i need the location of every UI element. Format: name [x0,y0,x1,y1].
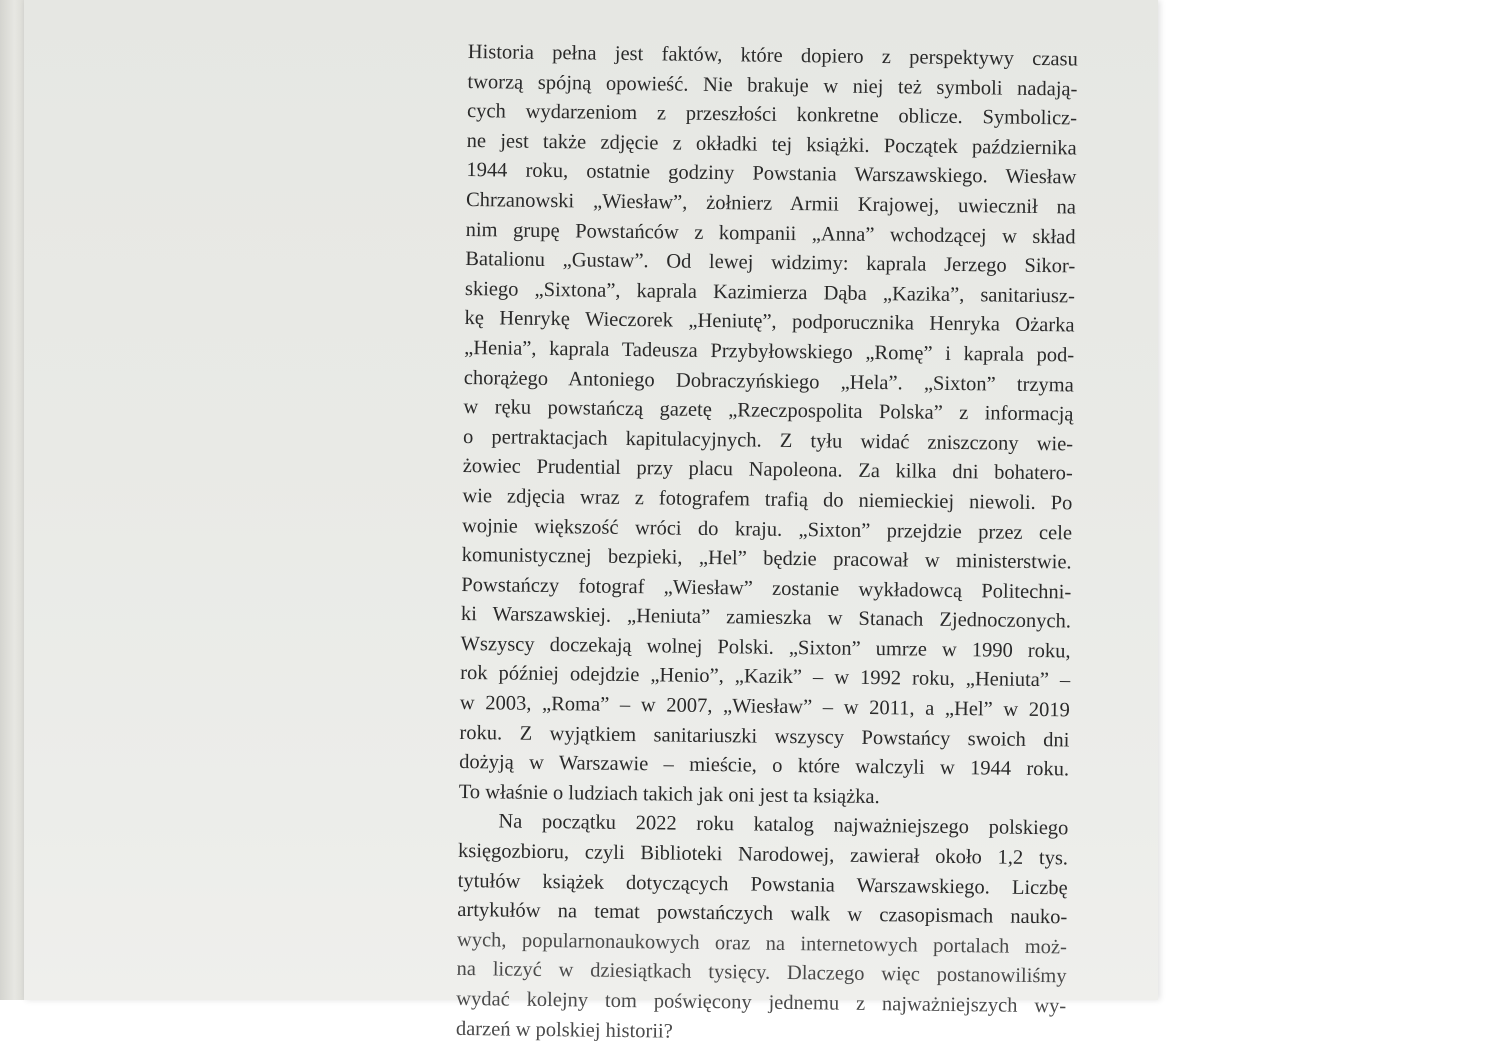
paragraph-2 [456,807,1069,1051]
text-line: roku. Z wyjątkiem sanitariuszki wszyscy Powstańcy swoich dni [459,721,1070,752]
text-line: Wszyscy doczekają wolnej Polski. „Sixton” umrze w 1990 roku, [460,632,1071,663]
text-line: wojnie większość wróci do kraju. „Sixton” przejdzie przez cele [461,514,1073,544]
text-line: To właśnie o ludziach takich jak oni jest ta książka. [458,780,880,808]
text-line: skiego „Sixtona”, kaprala Kazimierza Dąba „Kazika”, sanitariusz- [464,277,1076,308]
text-line: Na początku 2022 roku katalog najważniejszego polskiego [498,810,1069,840]
text-line: żowiec Prudential przy placu Napoleona. Za kilka dni bohatero- [462,455,1073,485]
text-line: Historia pełna jest faktów, które dopiero z perspektywy czasu [467,40,1078,71]
text-line: wie zdjęcia wraz z fotografem trafią do niemieckiej niewoli. Po [462,484,1073,515]
text-line: chorążego Antoniego Dobraczyńskiego „Hela”. „Sixton” trzyma [463,366,1074,396]
text-line: o pertraktacjach kapitulacyjnych. Z tyłu widać zniszczony wie- [462,425,1074,456]
text-line: cych wydarzeniom z przeszłości konkretne oblicze. Symbolicz- [466,100,1078,130]
text-line: na liczyć w dziesiątkach tysięcy. Dlaczego więc postanowiliśmy [456,958,1067,988]
paragraph-1 [459,38,1078,815]
text-line: komunistycznej bezpieki, „Hel” będzie pracował w ministerstwie. [461,544,1072,574]
text-line: tworzą spójną opowieść. Nie brakuje w niej też symboli nadają- [467,70,1078,101]
book-page [24,0,1158,1043]
text-line: kę Henrykę Wieczorek „Heniutę”, podporucznika Henryka Ożarka [464,307,1075,337]
text-line: tytułów książek dotyczących Powstania Warszawskiego. Liczbę [457,869,1068,900]
text-line: 1944 roku, ostatnie godziny Powstania Warszawskiego. Wiesław [466,159,1077,189]
text-line: ne jest także zdjęcie z okładki tej książki. Początek października [466,129,1077,160]
text-line: Powstańczy fotograf „Wiesław” zostanie wykładowcą Politechni- [461,573,1072,604]
text-line: wych, popularnonaukowych oraz na internetowych portalach moż- [456,928,1068,959]
text-line: „Henia”, kaprala Tadeusza Przybyłowskiego „Romę” i kaprala pod- [464,336,1075,367]
text-line: dożyją w Warszawie – mieście, o które walczyli w 1944 roku. [459,751,1070,781]
page-text [456,38,1078,1052]
text-line: ki Warszawskiej. „Heniuta” zamieszka w Stanach Zjednoczonych. [460,603,1072,633]
text-line: darzeń w polskiej historii? [455,1017,673,1043]
text-line: Batalionu „Gustaw”. Od lewej widzimy: kaprala Jerzego Sikor- [465,248,1076,278]
text-line: w ręku powstańczą gazetę „Rzeczpospolita Polska” z informacją [463,396,1074,426]
text-line: w 2003, „Roma” – w 2007, „Wiesław” – w 2011, a „Hel” w 2019 [459,692,1070,722]
previous-page-edge [0,0,25,1000]
text-line: księgozbioru, czyli Biblioteki Narodowej, zawierał około 1,2 tys. [457,839,1069,870]
text-line: artykułów na temat powstańczych walk w czasopismach nauko- [457,899,1068,929]
text-line: wydać kolejny tom poświęcony jednemu z najważniejszych wy- [456,987,1067,1018]
text-line: rok później odejdzie „Henio”, „Kazik” – w 1992 roku, „Heniuta” – [460,662,1071,692]
text-line: nim grupę Powstańców z kompanii „Anna” wchodzącej w skład [465,218,1076,248]
text-line: Chrzanowski „Wiesław”, żołnierz Armii Krajowej, uwiecznił na [465,188,1077,219]
